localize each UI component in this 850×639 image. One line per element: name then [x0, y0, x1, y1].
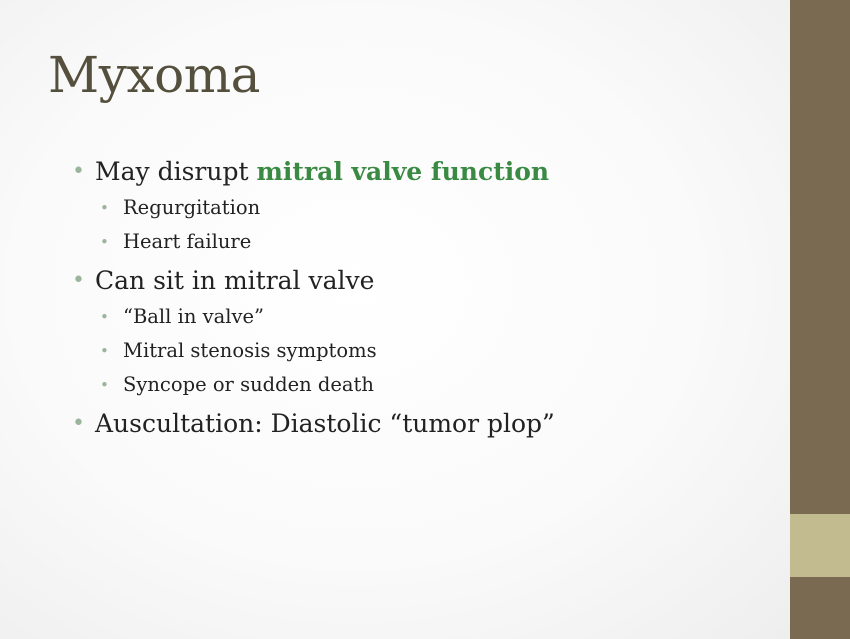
sub-bullet-item — [72, 225, 772, 259]
sub-bullet-text: “Ball in valve” — [123, 305, 264, 328]
sub-bullet-item — [72, 191, 772, 225]
bullet-text: Auscultation: Diastolic “tumor plop” — [95, 409, 555, 438]
sub-bullet-text: Mitral stenosis symptoms — [123, 339, 377, 362]
slide-bullet-list — [72, 152, 772, 443]
bullet-item — [72, 152, 772, 191]
bullet-text: Can sit in mitral valve — [95, 266, 375, 295]
bullet-dot-icon: • — [72, 268, 85, 293]
slide-side-accent — [790, 514, 850, 577]
sub-bullet-text: Regurgitation — [123, 196, 261, 219]
bullet-dot-icon: • — [100, 342, 109, 360]
bullet-item — [72, 404, 772, 443]
sub-bullet-text: Heart failure — [123, 230, 252, 253]
bullet-dot-icon: • — [100, 199, 109, 217]
sub-bullet-item — [72, 368, 772, 402]
bullet-dot-icon: • — [100, 308, 109, 326]
sub-bullet-text: Syncope or sudden death — [123, 373, 374, 396]
bullet-dot-icon: • — [72, 159, 85, 184]
bullet-dot-icon: • — [100, 233, 109, 251]
slide-title: Myxoma — [48, 46, 260, 104]
bullet-text: May disrupt — [95, 157, 257, 186]
sub-bullet-item — [72, 334, 772, 368]
bullet-item — [72, 261, 772, 300]
bullet-dot-icon: • — [100, 376, 109, 394]
bullet-dot-icon: • — [72, 411, 85, 436]
bullet-highlight: mitral valve function — [256, 157, 550, 186]
sub-bullet-item — [72, 300, 772, 334]
